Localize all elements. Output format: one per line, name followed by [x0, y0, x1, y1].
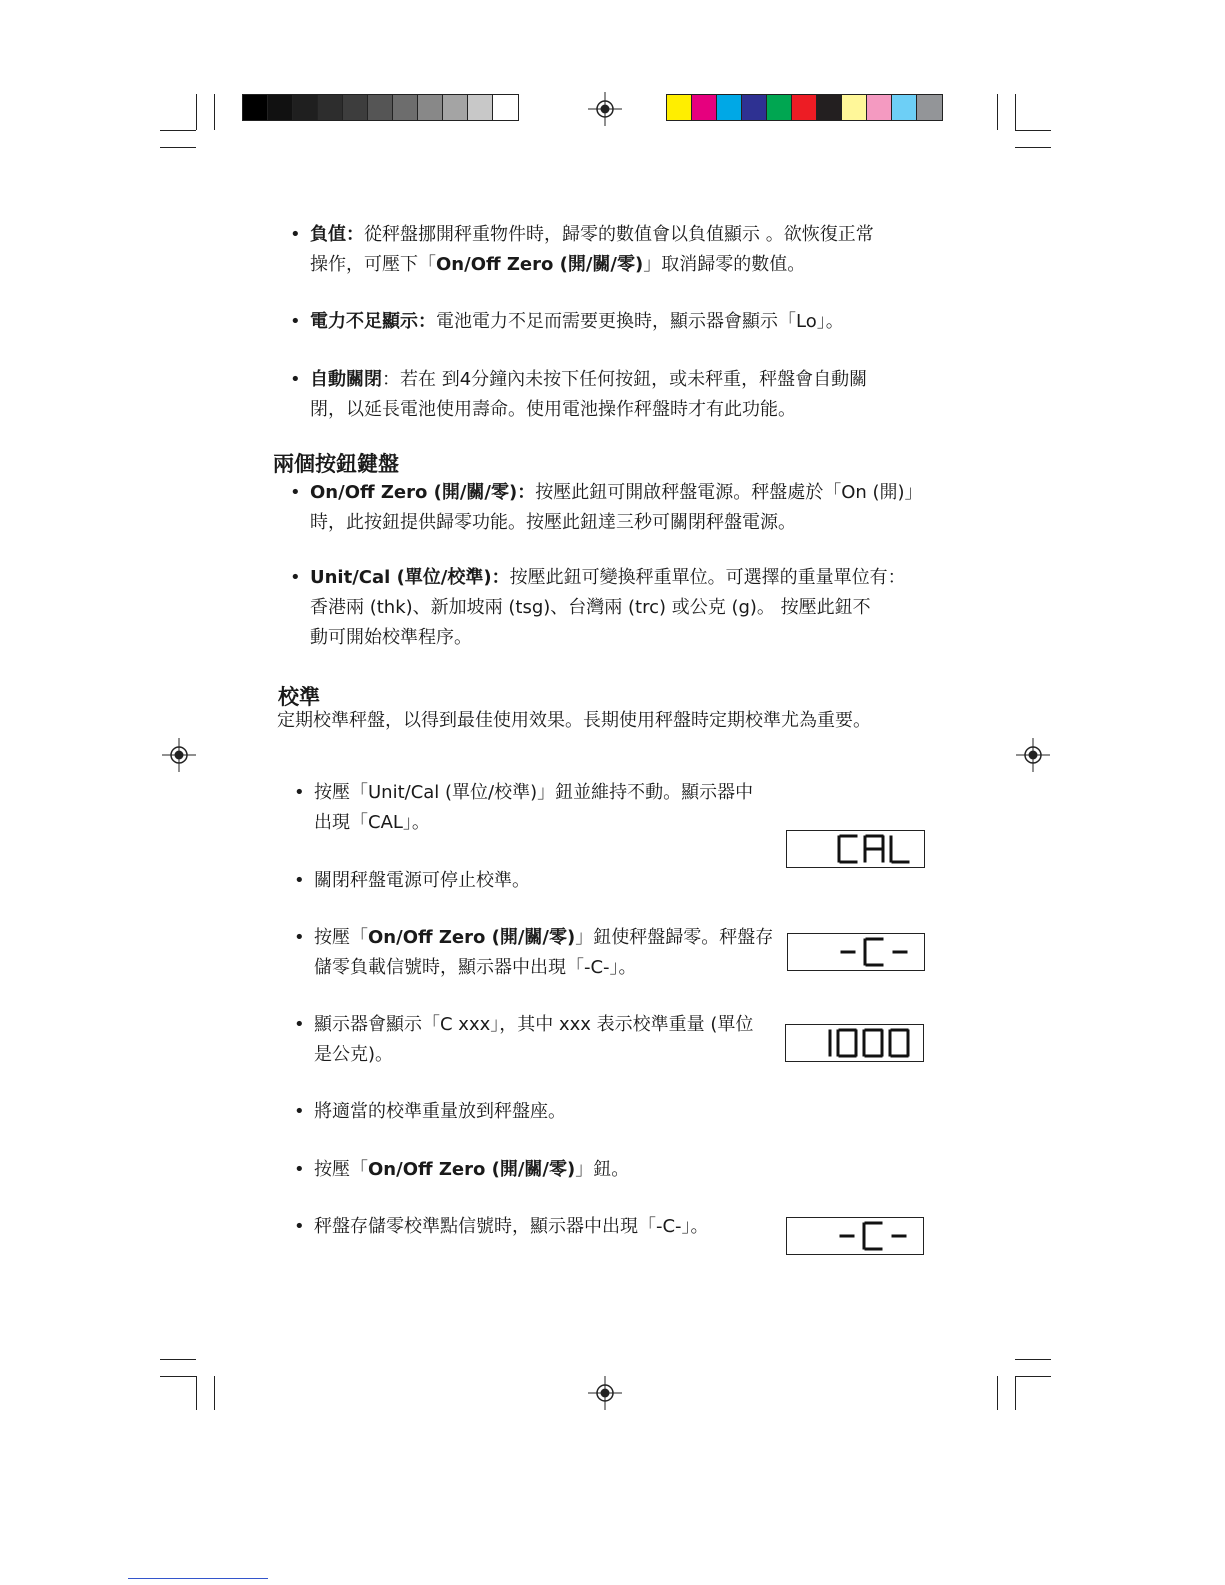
- key-line: [310, 623, 906, 653]
- feature-text: 操作，可壓下「: [310, 254, 436, 275]
- key-line: [310, 593, 906, 623]
- calibration-intro: 定期校準秤盤，以得到最佳使用效果。長期使用秤盤時定期校準尤為重要。: [277, 710, 871, 731]
- crop-mark: [1015, 1359, 1051, 1360]
- feature-low-battery: [290, 307, 844, 337]
- color-swatch: [293, 95, 318, 120]
- color-swatch: [418, 95, 443, 120]
- crop-mark: [1015, 1376, 1016, 1410]
- feature-label: 負值：: [310, 224, 364, 245]
- registration-mark-icon: [162, 738, 196, 772]
- crop-mark: [1015, 130, 1051, 131]
- registration-mark-icon: [588, 1376, 622, 1410]
- button-name: On/Off Zero (開/關/零): [368, 927, 576, 948]
- color-swatch: [443, 95, 468, 120]
- cal-step-4: [294, 1010, 754, 1070]
- key-text: 按壓此鈕可變換秤重單位。可選擇的重量單位有：: [509, 567, 906, 588]
- cal-step-1: [294, 778, 754, 838]
- bullet-icon: •: [294, 1216, 305, 1237]
- step-line: 顯示器會顯示「C xxx」，其中 xxx 表示校準重量 (單位: [314, 1014, 754, 1035]
- color-bar: [666, 94, 943, 121]
- color-swatch: [792, 95, 817, 120]
- step-text: 」鈕使秤盤歸零。秤盤存: [575, 927, 774, 948]
- registration-mark-icon: [588, 92, 622, 126]
- crop-mark: [1015, 1376, 1051, 1377]
- lcd-display-weight: [785, 1024, 924, 1062]
- feature-line: [310, 250, 874, 280]
- crop-mark: [196, 1376, 197, 1410]
- feature-line: [310, 307, 844, 337]
- lcd-digits: [786, 1025, 923, 1061]
- feature-line: [310, 220, 874, 250]
- feature-text: 閉，以延長電池使用壽命。使用電池操作秤盤時才有此功能。: [310, 399, 796, 420]
- crop-mark: [1015, 94, 1016, 130]
- feature-line: [310, 395, 867, 425]
- color-swatch: [268, 95, 293, 120]
- crop-mark: [160, 1359, 196, 1360]
- bullet-icon: •: [290, 567, 301, 588]
- color-swatch: [493, 95, 518, 120]
- color-swatch: [867, 95, 892, 120]
- key-line: [310, 563, 906, 593]
- color-swatch: [343, 95, 368, 120]
- color-swatch: [742, 95, 767, 120]
- bullet-icon: •: [290, 482, 301, 503]
- lcd-digits: [787, 831, 924, 867]
- footer-underline: [128, 1578, 268, 1579]
- step-line: 出現「CAL」。: [314, 812, 430, 833]
- key-text: 按壓此鈕可開啟秤盤電源。秤盤處於「On (開)」: [535, 482, 923, 503]
- cal-step-3: [294, 923, 774, 983]
- color-swatch: [667, 95, 692, 120]
- lcd-display-cal: [786, 830, 925, 868]
- step-line: 按壓「Unit/Cal (單位/校準)」鈕並維持不動。顯示器中: [314, 782, 754, 803]
- color-swatch: [468, 95, 493, 120]
- button-name: On/Off Zero (開/關/零): [368, 1159, 576, 1180]
- cal-step-5: [294, 1097, 566, 1127]
- crop-mark: [160, 1376, 196, 1377]
- color-swatch: [892, 95, 917, 120]
- lcd-display-zero-2: [786, 1217, 924, 1255]
- lcd-digits: [787, 1218, 923, 1254]
- crop-mark: [214, 94, 215, 130]
- key-text: 動可開始校準程序。: [310, 627, 472, 648]
- key-unit-cal: [290, 563, 906, 653]
- cal-step-6: [294, 1155, 630, 1185]
- feature-label: 自動關閉: [310, 369, 382, 390]
- bullet-icon: •: [294, 782, 305, 803]
- color-swatch: [318, 95, 343, 120]
- key-text: 香港兩 (thk)、新加坡兩 (tsg)、台灣兩 (trc) 或公克 (g)。 按壓此鈕不: [310, 597, 871, 618]
- color-swatch: [368, 95, 393, 120]
- step-line: 關閉秤盤電源可停止校準。: [314, 870, 530, 891]
- step-text: 按壓「: [314, 1159, 368, 1180]
- step-line: 將適當的校準重量放到秤盤座。: [314, 1101, 566, 1122]
- color-swatch: [243, 95, 268, 120]
- crop-mark: [160, 130, 196, 131]
- bullet-icon: •: [290, 311, 301, 332]
- lcd-display-zero-1: [787, 933, 925, 971]
- key-label: On/Off Zero (開/關/零)：: [310, 482, 536, 503]
- color-swatch: [717, 95, 742, 120]
- lcd-digits: [788, 934, 924, 970]
- feature-text: ：若在 到4分鐘內未按下任何按鈕，或未秤重，秤盤會自動關: [382, 369, 868, 390]
- section-title-keypad: 兩個按鈕鍵盤: [273, 452, 399, 476]
- section-title-calibration: 校準: [278, 685, 320, 709]
- feature-label: 電力不足顯示：: [310, 311, 436, 332]
- step-line: 儲零負載信號時，顯示器中出現「-C-」。: [314, 957, 637, 978]
- key-onoff-zero: [290, 478, 923, 538]
- color-swatch: [842, 95, 867, 120]
- color-swatch: [692, 95, 717, 120]
- grayscale-bar: [242, 94, 519, 121]
- bullet-icon: •: [294, 870, 305, 891]
- crop-mark: [214, 1376, 215, 1410]
- key-line: [310, 508, 923, 538]
- step-line: 是公克)。: [314, 1044, 394, 1065]
- crop-mark: [160, 147, 196, 148]
- cal-step-7: [294, 1212, 709, 1242]
- bullet-icon: •: [294, 927, 305, 948]
- bullet-icon: •: [290, 224, 301, 245]
- step-text: 按壓「: [314, 927, 368, 948]
- step-line: [314, 1155, 629, 1185]
- color-swatch: [817, 95, 842, 120]
- step-line: 秤盤存儲零校準點信號時，顯示器中出現「-C-」。: [314, 1216, 709, 1237]
- key-text: 時，此按鈕提供歸零功能。按壓此鈕達三秒可關閉秤盤電源。: [310, 512, 796, 533]
- color-swatch: [917, 95, 942, 120]
- bullet-icon: •: [294, 1014, 305, 1035]
- feature-text: 從秤盤挪開秤重物件時，歸零的數值會以負值顯示 。欲恢復正常: [364, 224, 874, 245]
- feature-auto-off: [290, 365, 868, 425]
- step-text: 」鈕。: [575, 1159, 630, 1180]
- registration-mark-icon: [1016, 738, 1050, 772]
- feature-negative-value: [290, 220, 874, 280]
- bullet-icon: •: [294, 1159, 305, 1180]
- bullet-icon: •: [290, 369, 301, 390]
- feature-line: [310, 365, 867, 395]
- feature-text: 」取消歸零的數值。: [643, 254, 806, 275]
- crop-mark: [997, 1376, 998, 1410]
- key-label: Unit/Cal (單位/校準)：: [310, 567, 510, 588]
- crop-mark: [1015, 147, 1051, 148]
- crop-mark: [196, 94, 197, 130]
- feature-text: 電池電力不足而需要更換時，顯示器會顯示「Lo」。: [436, 311, 844, 332]
- button-name: On/Off Zero (開/關/零): [436, 254, 644, 275]
- color-swatch: [767, 95, 792, 120]
- crop-mark: [997, 94, 998, 130]
- bullet-icon: •: [294, 1101, 305, 1122]
- cal-step-2: [294, 866, 530, 896]
- color-swatch: [393, 95, 418, 120]
- key-line: [310, 478, 923, 508]
- step-line: [314, 923, 773, 953]
